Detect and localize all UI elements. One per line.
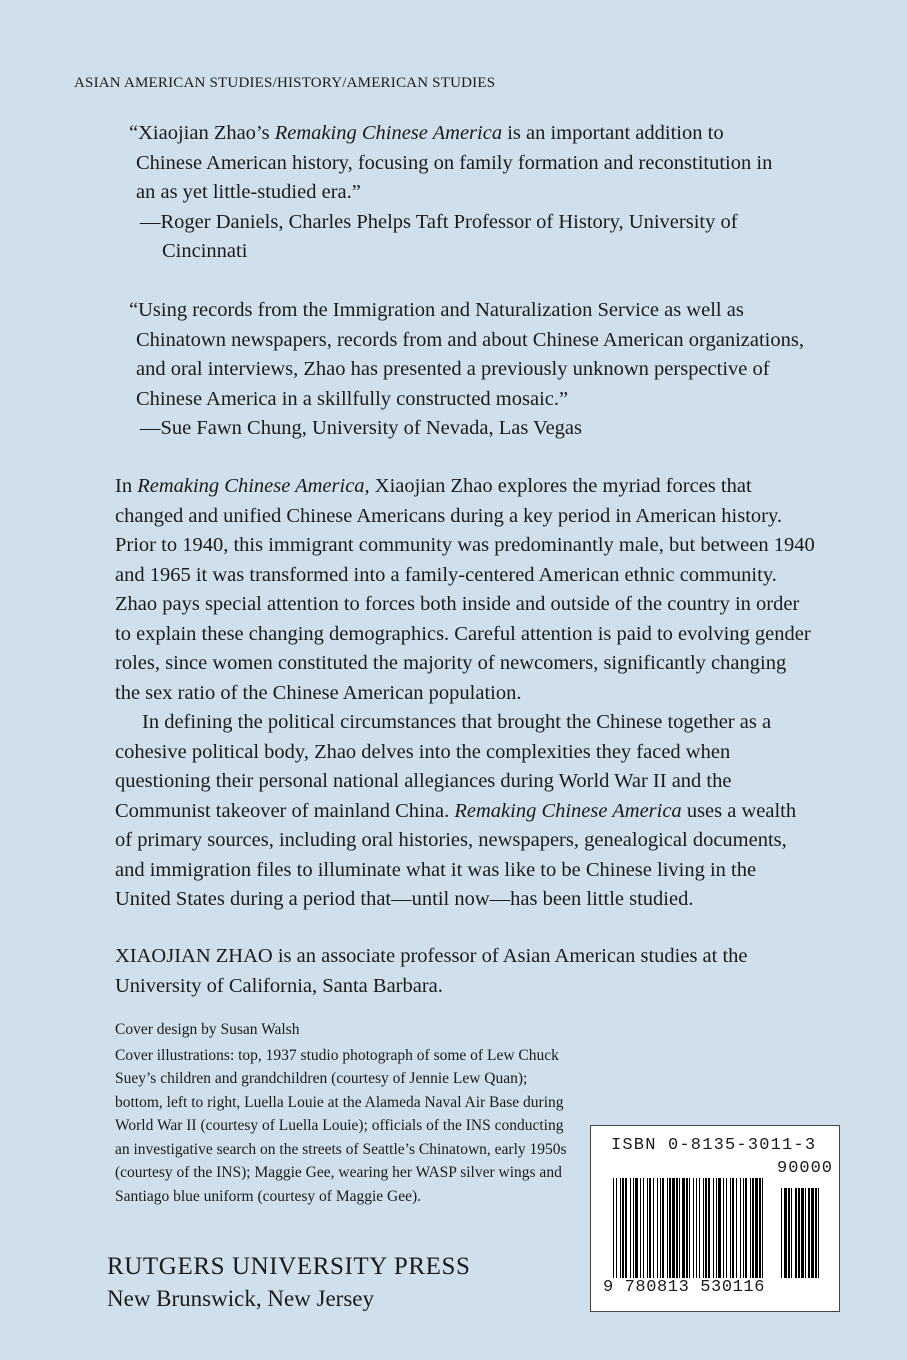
- barcode-bar: [705, 1178, 707, 1278]
- barcode-bar: [676, 1178, 678, 1278]
- isbn-number: ISBN 0-8135-3011-3: [611, 1136, 817, 1155]
- barcode-bar: [660, 1178, 661, 1278]
- barcode-bar: [730, 1178, 731, 1278]
- price-bar: [815, 1188, 817, 1278]
- description-paragraph-2: [115, 708, 815, 915]
- price-bar: [801, 1188, 804, 1278]
- price-bar: [811, 1188, 814, 1278]
- barcode-bar: [686, 1178, 688, 1278]
- barcode-bar: [613, 1178, 614, 1278]
- price-bar: [808, 1188, 810, 1278]
- barcode-bar: [752, 1178, 754, 1278]
- barcode-bar: [667, 1178, 668, 1278]
- cover-illustrations-credit: Cover illustrations: top, 1937 studio photograph of some of Lew Chuck Suey’s children and grandchildren (courtesy of Jennie Lew Quan); bottom, left to right, Luella Louie at the Alameda Naval Air Base during World War II (courtesy of Luella Louie); officials of the INS conducting an investigative search on the streets of Seattle’s Chinatown, early 1950s (courtesy of the INS); Maggie Gee, wearing her WASP silver wings and Santiago blue uniform (courtesy of Maggie Gee).: [115, 1046, 567, 1205]
- price-bar: [784, 1188, 787, 1278]
- price-bar: [818, 1188, 819, 1278]
- quote-2-attribution: —Sue Fawn Chung, University of Nevada, Las Vegas: [140, 417, 583, 439]
- barcode-bar: [647, 1178, 648, 1278]
- barcode-bar: [726, 1178, 727, 1278]
- desc-p2-book-title: Remaking Chinese America: [454, 799, 682, 822]
- barcode-bar: [643, 1178, 644, 1278]
- cover-credits: [115, 1018, 575, 1210]
- review-quote-1: [114, 119, 794, 267]
- barcode-bar: [635, 1178, 638, 1278]
- barcode-bar: [633, 1178, 634, 1278]
- barcode-bar: [653, 1178, 654, 1278]
- quote-2-text: “Using records from the Immigration and Naturalization Service as well as Chinatown newspapers, records from and about Chinese American organizations, and oral interviews, Zhao has presented a previously unknown perspective of Chinese America in a skillfully constructed mosaic.”: [129, 299, 804, 410]
- ean-number: 9 780813 530116: [603, 1278, 766, 1297]
- barcode-bar: [755, 1178, 758, 1278]
- barcode-bar: [689, 1178, 690, 1278]
- quote-1-text: [114, 119, 794, 208]
- barcode-bar: [762, 1178, 763, 1278]
- price-bar: [805, 1188, 806, 1278]
- price-bar: [795, 1188, 797, 1278]
- barcode-bar: [640, 1178, 641, 1278]
- barcode-bar: [723, 1178, 724, 1278]
- barcode-bar: [732, 1178, 734, 1278]
- barcode-bar: [630, 1178, 631, 1278]
- quote-1-after: is an important addition to Chinese American history, focusing on family formation and reconstitution in an as yet little-studied era.”: [136, 122, 773, 203]
- barcode-bar: [708, 1178, 710, 1278]
- barcode-bar: [625, 1178, 627, 1278]
- price-bar: [791, 1188, 792, 1278]
- desc-p2-after: uses a wealth of primary sources, including oral histories, newspapers, genealogical documents, and immigration files to illuminate what it was like to be Chinese living in the United States during a period that—until now—has been little studied.: [115, 799, 797, 910]
- desc-p1-after: Xiaojian Zhao explores the myriad forces that changed and unified Chinese Americans during a key period in American history. Prior to 1940, this immigrant community was predominantly male, but between 1940 and 1965 it was transformed into a family-centered American ethnic community. Zhao pays special attention to forces both inside and outside of the country in order to explain these changing demographics. Careful attention is paid to evolving gender roles, since women constituted the majority of newcomers, significantly changing the sex ratio of the Chinese American population.: [115, 475, 815, 704]
- barcode-bar: [699, 1178, 700, 1278]
- author-bio: XIAOJIAN ZHAO is an associate professor of Asian American studies at the University of California, Santa Barbara.: [115, 945, 748, 997]
- barcode-bars: [613, 1178, 823, 1278]
- barcode-bar: [662, 1178, 664, 1278]
- desc-p1-book-title: Remaking Chinese America,: [137, 475, 370, 497]
- review-quote-2: [114, 296, 804, 444]
- description-paragraph-1: [115, 472, 815, 708]
- barcode-bar: [622, 1178, 624, 1278]
- desc-p1-before: In: [115, 475, 138, 497]
- barcode-bar: [745, 1178, 747, 1278]
- barcode-bar: [693, 1178, 694, 1278]
- barcode-bar: [736, 1178, 737, 1278]
- barcode-bar: [679, 1178, 680, 1278]
- price-bar: [781, 1188, 782, 1278]
- barcode-bar: [703, 1178, 704, 1278]
- publisher-name: RUTGERS UNIVERSITY PRESS: [107, 1253, 471, 1280]
- barcode-bar: [750, 1178, 751, 1278]
- barcode-bar: [713, 1178, 714, 1278]
- barcode-bar: [759, 1178, 761, 1278]
- quote-1-book-title: Remaking Chinese America: [274, 122, 503, 144]
- barcode-bar: [740, 1178, 741, 1278]
- desc-p2-before: In defining the political circumstances that brought the Chinese together as a cohesive political body, Zhao delves into the complexities they faced when questioning their personal national allegiances during World War II and the Communist takeover of mainland China.: [115, 711, 772, 822]
- price-bar: [788, 1188, 790, 1278]
- isbn-barcode: [590, 1125, 840, 1312]
- barcode-bar: [620, 1178, 621, 1278]
- barcode-bar: [672, 1178, 675, 1278]
- barcode-bar: [657, 1178, 658, 1278]
- quote-1-before: “Xiaojian Zhao’s: [129, 122, 275, 144]
- category-label: ASIAN AMERICAN STUDIES/HISTORY/AMERICAN STUDIES: [74, 75, 496, 91]
- price-code: 90000: [777, 1159, 834, 1178]
- price-bar: [798, 1188, 800, 1278]
- barcode-bar: [718, 1178, 721, 1278]
- barcode-bar: [716, 1178, 717, 1278]
- publisher-location: New Brunswick, New Jersey: [107, 1286, 374, 1311]
- barcode-bar: [743, 1178, 744, 1278]
- barcode-bar: [696, 1178, 697, 1278]
- cover-design-credit: Cover design by Susan Walsh: [115, 1021, 300, 1038]
- book-description: [115, 472, 815, 915]
- barcode-bar: [649, 1178, 651, 1278]
- quote-1-attribution: —Roger Daniels, Charles Phelps Taft Professor of History, University of Cincinnati: [140, 210, 738, 262]
- barcode-bar: [616, 1178, 617, 1278]
- barcode-bar: [669, 1178, 671, 1278]
- barcode-bar: [682, 1178, 685, 1278]
